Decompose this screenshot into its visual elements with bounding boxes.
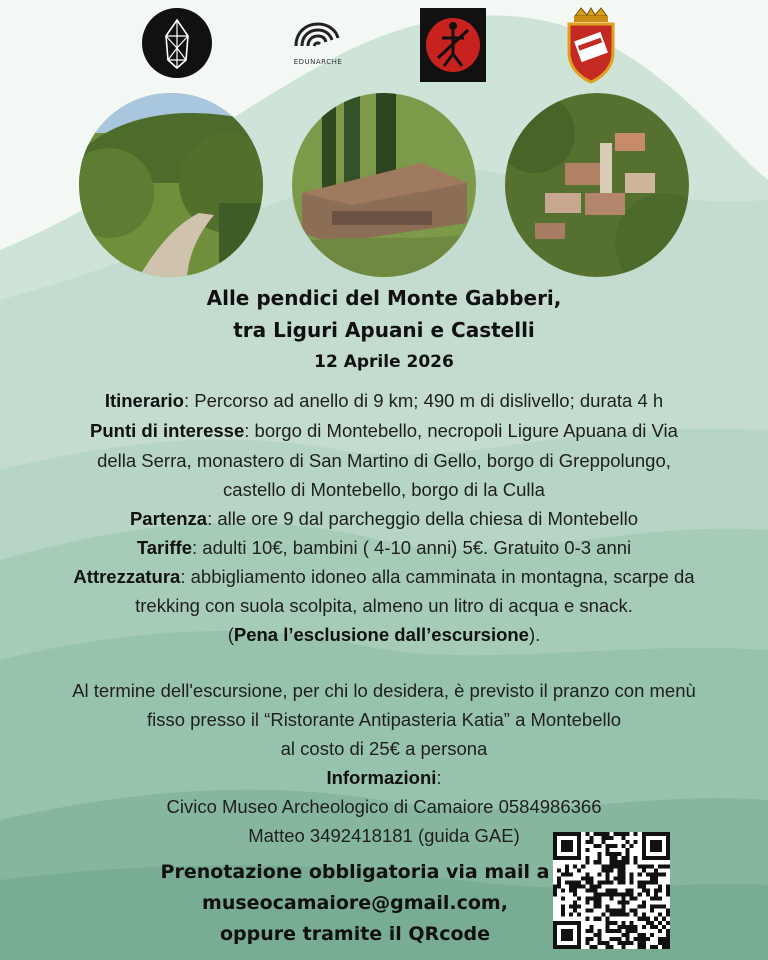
info-label: Informazioni — [326, 767, 437, 788]
booking-line1: Prenotazione obbligatoria via mail a — [160, 861, 550, 883]
tariffe-label: Tariffe — [136, 537, 193, 558]
info-colon: : — [436, 767, 442, 788]
punti-line — [0, 420, 768, 442]
qr-code[interactable] — [553, 832, 670, 949]
edunarche-caption: EDUNARCHE — [293, 58, 343, 66]
event-date: 12 Aprile 2026 — [314, 352, 454, 372]
info-museum: Civico Museo Archeologico di Camaiore 0584986366 — [166, 796, 602, 817]
attrezzatura-text: : abbigliamento idoneo alla camminata in montagna, scarpe da — [180, 566, 695, 587]
pena-line — [0, 624, 768, 646]
partenza-text: : alle ore 9 dal parcheggio della chiesa di Montebello — [207, 508, 639, 529]
attrezzatura-line — [0, 566, 768, 588]
edunarche-logo — [288, 18, 348, 68]
punti-line2: della Serra, monastero di San Martino di Gello, borgo di Greppolungo, — [97, 450, 671, 471]
crystal-logo — [142, 8, 212, 78]
event-title-line1: Alle pendici del Monte Gabberi, — [206, 286, 562, 310]
pena-open: ( — [227, 624, 234, 645]
photo-village-aerial — [505, 93, 689, 277]
pena-bold: Pena l’esclusione dall’escursione — [233, 624, 529, 645]
archer-logo — [420, 8, 486, 82]
photo-forest-path — [79, 93, 263, 277]
booking-email[interactable]: museocamaiore@gmail.com, — [202, 892, 508, 914]
tariffe-line — [0, 537, 768, 559]
tariffe-text: : adulti 10€, bambini ( 4-10 anni) 5€. Gratuito 0-3 anni — [192, 537, 632, 558]
booking-line3: oppure tramite il QRcode — [219, 923, 491, 945]
pena-close: ). — [528, 624, 541, 645]
punti-label: Punti di interesse — [90, 420, 245, 441]
itinerario-label: Itinerario — [104, 390, 184, 411]
lunch-line1: Al termine dell'escursione, per chi lo desidera, è previsto il pranzo con menù — [72, 680, 696, 701]
itinerario-text: : Percorso ad anello di 9 km; 490 m di dislivello; durata 4 h — [183, 390, 664, 411]
info-guide: Matteo 3492418181 (guida GAE) — [248, 825, 520, 846]
coat-of-arms-logo — [565, 6, 617, 84]
lunch-line2: fisso presso il “Ristorante Antipasteria Katia” a Montebello — [146, 709, 622, 730]
punti-line3: castello di Montebello, borgo di la Culla — [223, 479, 545, 500]
photo-monastery-ruins — [292, 93, 476, 277]
attrezzatura-line2: trekking con suola scolpita, almeno un litro di acqua e snack. — [135, 595, 633, 616]
punti-text: : borgo di Montebello, necropoli Ligure Apuana di Via — [244, 420, 678, 441]
event-title-line2: tra Liguri Apuani e Castelli — [233, 318, 535, 342]
itinerario-line — [0, 390, 768, 412]
lunch-line3: al costo di 25€ a persona — [280, 738, 488, 759]
attrezzatura-label: Attrezzatura — [73, 566, 181, 587]
partenza-label: Partenza — [129, 508, 208, 529]
info-heading — [0, 767, 768, 789]
partenza-line — [0, 508, 768, 530]
